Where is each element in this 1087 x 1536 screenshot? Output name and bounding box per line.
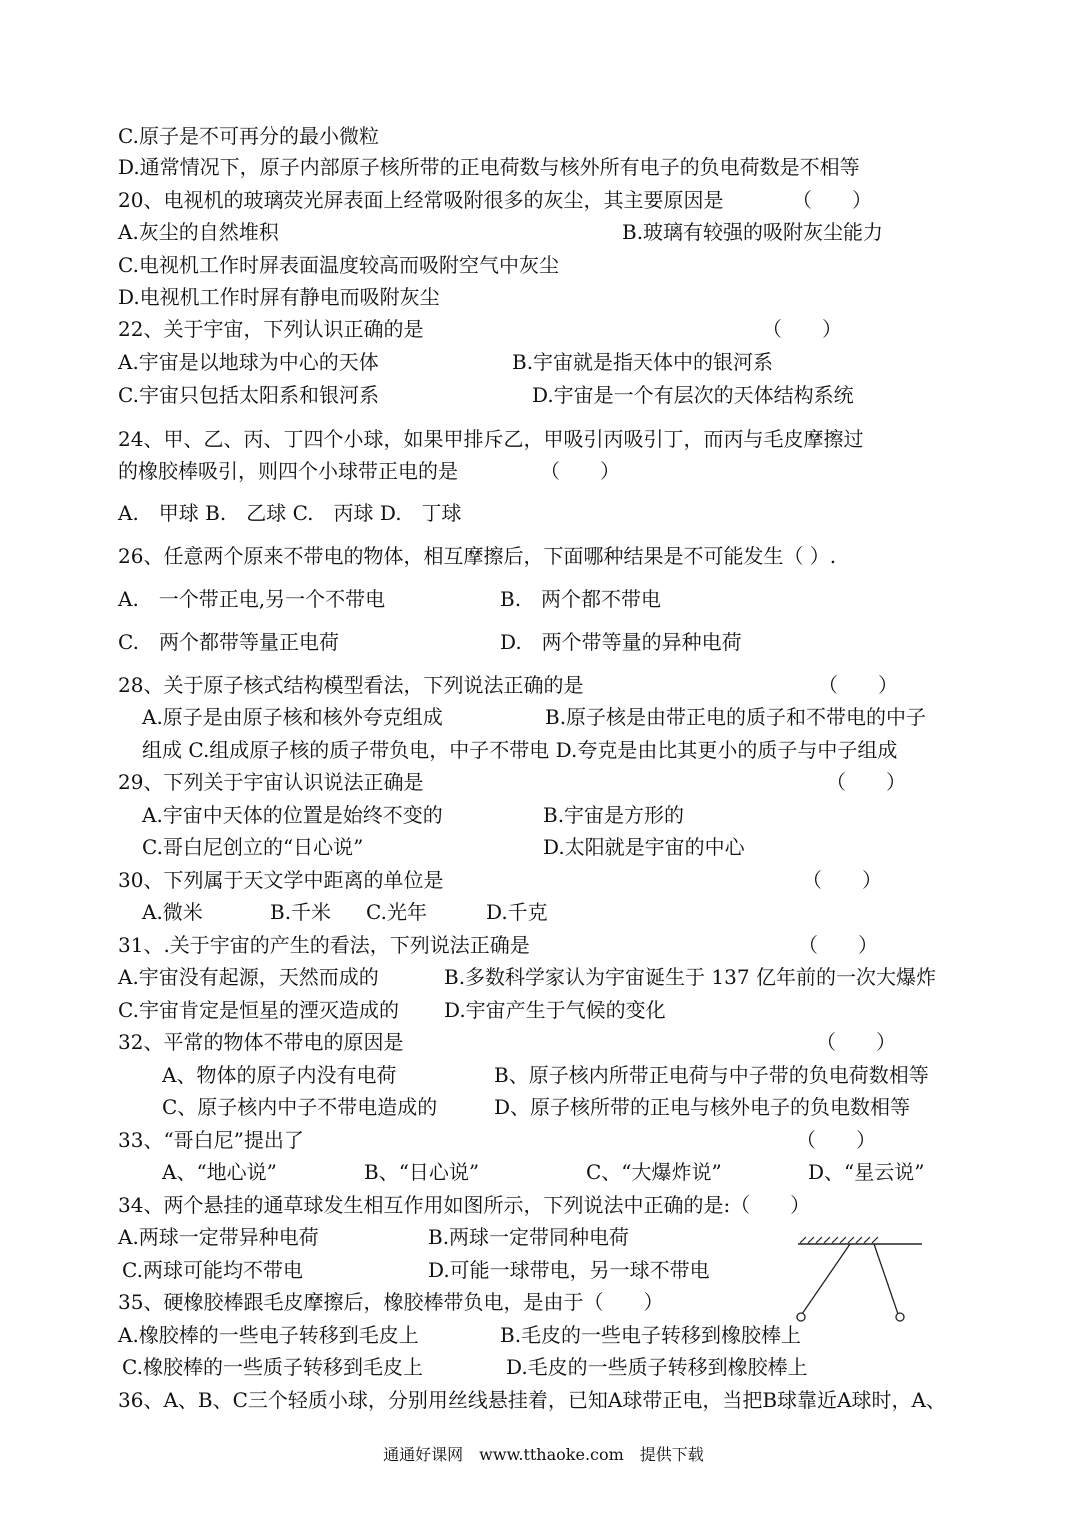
q22-option-a: A.宇宙是以地球为中心的天体 [118, 350, 379, 374]
q35-option-a: A.橡胶棒的一些电子转移到毛皮上 [118, 1323, 419, 1347]
q22-blank: （ ） [762, 317, 842, 341]
q32-option-a: A、物体的原子内没有电荷 [162, 1063, 397, 1087]
q30-option-a: A.微米 [142, 900, 203, 924]
q29-option-d: D.太阳就是宇宙的中心 [543, 835, 745, 859]
q29-blank: （ ） [826, 770, 906, 794]
q33-option-c: C、“大爆炸说” [586, 1160, 722, 1184]
q22-option-b: B.宇宙就是指天体中的银河系 [512, 350, 774, 374]
q20-option-a: A.灰尘的自然堆积 [118, 220, 279, 244]
q29-option-b: B.宇宙是方形的 [543, 803, 685, 827]
q31-option-c: C.宇宙肯定是恒星的湮灭造成的 [118, 998, 399, 1022]
q30-option-d: D.千克 [486, 900, 548, 924]
q31-option-d: D.宇宙产生于气候的变化 [444, 998, 666, 1022]
q34-option-c: C.两球可能均不带电 [122, 1258, 303, 1282]
q32-stem: 32、平常的物体不带电的原因是 [118, 1030, 404, 1054]
q35-option-d: D.毛皮的一些质子转移到橡胶棒上 [506, 1355, 808, 1379]
q33-option-b: B、“日心说” [364, 1160, 480, 1184]
q36-stem: 36、A、B、C三个轻质小球，分别用丝线悬挂着，已知A球带正电，当把B球靠近A球时，A、 [118, 1388, 946, 1412]
q34-option-b: B.两球一定带同种电荷 [428, 1225, 630, 1249]
q29-stem: 29、下列关于宇宙认识说法正确是 [118, 770, 424, 794]
q20-option-b: B.玻璃有较强的吸附灰尘能力 [622, 220, 884, 244]
q20-blank: （ ） [792, 188, 872, 212]
q28-option-b: B.原子核是由带正电的质子和不带电的中子 [545, 705, 927, 729]
q22-option-d: D.宇宙是一个有层次的天体结构系统 [532, 383, 854, 407]
q35-option-c: C.橡胶棒的一些质子转移到毛皮上 [122, 1355, 423, 1379]
q31-blank: （ ） [798, 933, 878, 957]
q29-option-a: A.宇宙中天体的位置是始终不变的 [142, 803, 443, 827]
q28-option-a: A.原子是由原子核和核外夸克组成 [142, 705, 443, 729]
q29-option-c: C.哥白尼创立的“日心说” [142, 835, 364, 859]
q34-option-a: A.两球一定带异种电荷 [118, 1225, 319, 1249]
q32-option-d: D、原子核所带的正电与核外电子的负电数相等 [494, 1095, 911, 1119]
q33-option-a: A、“地心说” [162, 1160, 277, 1184]
q22-option-c: C.宇宙只包括太阳系和银河系 [118, 383, 379, 407]
q31-option-a: A.宇宙没有起源，天然而成的 [118, 965, 379, 989]
q28-stem: 28、关于原子核式结构模型看法，下列说法正确的是 [118, 673, 584, 697]
q24-options: A. 甲球 B. 乙球 C. 丙球 D. 丁球 [118, 501, 462, 525]
q28-line2: 组成 C.组成原子核的质子带负电，中子不带电 D.夸克是由比其更小的质子与中子组成 [142, 738, 898, 762]
q28-blank: （ ） [818, 673, 898, 697]
q33-option-d: D、“星云说” [808, 1160, 925, 1184]
q32-option-b: B、原子核内所带正电荷与中子带的负电荷数相等 [494, 1063, 929, 1087]
right-ball [896, 1313, 904, 1321]
q20-option-c: C.电视机工作时屏表面温度较高而吸附空气中灰尘 [118, 253, 559, 277]
q32-blank: （ ） [816, 1030, 896, 1054]
q34-stem: 34、两个悬挂的通草球发生相互作用如图所示，下列说法中正确的是:（ ） [118, 1193, 811, 1217]
q30-option-c: C.光年 [366, 900, 427, 924]
q26-option-a: A. 一个带正电,另一个不带电 [118, 587, 386, 611]
q24-stem-line2: 的橡胶棒吸引，则四个小球带正电的是 [118, 459, 458, 483]
q34-option-d: D.可能一球带电，另一球不带电 [428, 1258, 710, 1282]
q20-option-d: D.电视机工作时屏有静电而吸附灰尘 [118, 285, 440, 309]
q31-option-b: B.多数科学家认为宇宙诞生于 137 亿年前的一次大爆炸 [444, 965, 936, 989]
q31-stem: 31、.关于宇宙的产生的看法，下列说法正确是 [118, 933, 530, 957]
q26-option-c: C. 两个都带等量正电荷 [118, 630, 339, 654]
q30-option-b: B.千米 [270, 900, 332, 924]
left-ball [797, 1313, 805, 1321]
ceiling-hatch [800, 1237, 878, 1243]
q26-option-b: B. 两个都不带电 [500, 587, 662, 611]
q20-stem: 20、电视机的玻璃荧光屏表面上经常吸附很多的灰尘，其主要原因是 [118, 188, 724, 212]
q26-option-d: D. 两个带等量的异种电荷 [500, 630, 742, 654]
left-thread [802, 1244, 850, 1314]
q22-stem: 22、关于宇宙，下列认识正确的是 [118, 317, 424, 341]
q30-stem: 30、下列属于天文学中距离的单位是 [118, 868, 444, 892]
q19-option-c: C.原子是不可再分的最小微粒 [118, 124, 379, 148]
q24-blank: （ ） [540, 459, 620, 483]
q19-option-d: D.通常情况下，原子内部原子核所带的正电荷数与核外所有电子的负电荷数是不相等 [118, 155, 860, 179]
q24-stem-line1: 24、甲、乙、丙、丁四个小球，如果甲排斥乙，甲吸引丙吸引丁，而丙与毛皮摩擦过 [118, 427, 864, 451]
q30-blank: （ ） [802, 868, 882, 892]
page-footer: 通通好课网 www.tthaoke.com 提供下载 [383, 1445, 704, 1464]
q26-stem: 26、任意两个原来不带电的物体，相互摩擦后，下面哪种结果是不可能发生（ ）. [118, 544, 837, 568]
q33-stem: 33、“哥白尼”提出了 [118, 1128, 304, 1152]
q35-stem: 35、硬橡胶棒跟毛皮摩擦后，橡胶棒带负电，是由于（ ） [118, 1290, 664, 1314]
suspended-balls-figure [790, 1228, 930, 1328]
q32-option-c: C、原子核内中子不带电造成的 [162, 1095, 438, 1119]
q35-option-b: B.毛皮的一些电子转移到橡胶棒上 [500, 1323, 802, 1347]
right-thread [874, 1244, 898, 1314]
q33-blank: （ ） [796, 1128, 876, 1152]
